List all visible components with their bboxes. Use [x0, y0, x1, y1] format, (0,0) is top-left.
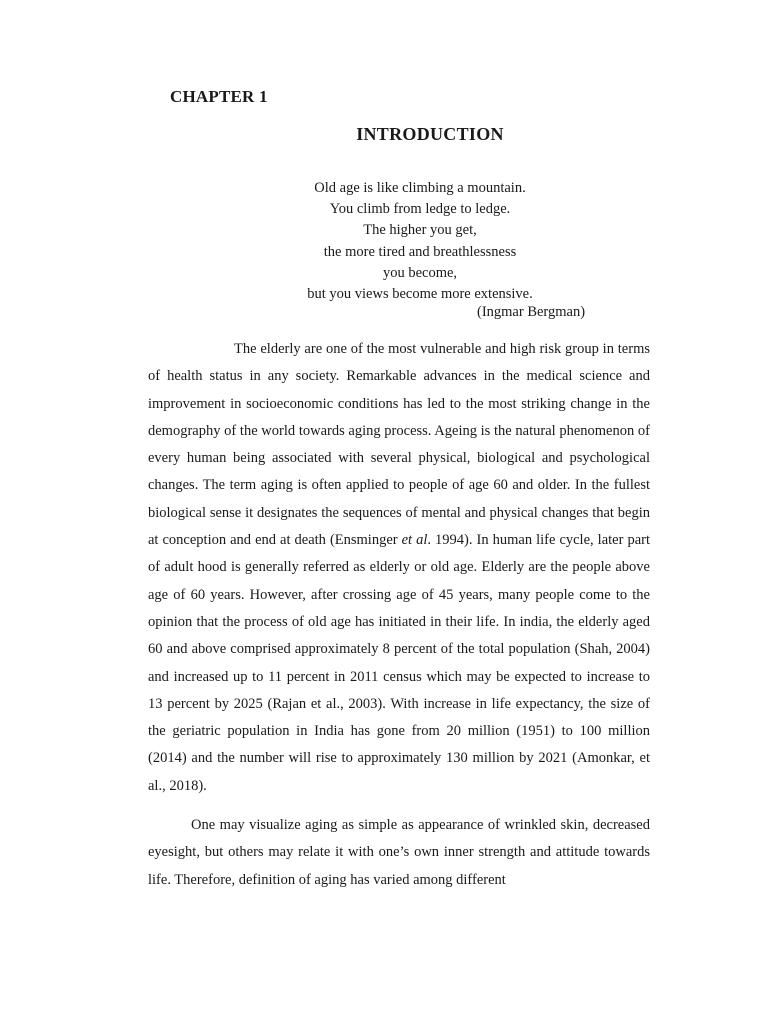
paragraph-1-text-a: The elderly are one of the most vulnerable and high risk group in terms of health status in any society. Remarkable advances in the medical science and improvement in socioeconomic conditions has led to the most striking change in the demography of the world towards aging process. Ageing is the natural phenomenon of every human being associated with several physical, biological and psychological changes. The term aging is often applied to people of age 60 and older. In the fullest biological sense it designates the sequences of mental and physical changes that begin at conception and end at death (Ensminger — [148, 341, 650, 549]
epigraph-line: the more tired and breathlessness — [323, 243, 517, 260]
paragraph-1-text-b: . 1994). In human life cycle, later part of adult hood is generally referred as elderly or old age. Elderly are the people above age of 60 years. However, after crossing age of 45 years, many people come to the opinion that the process of old age has initiated in their life. In india, the elderly aged 60 and above comprised approximately 8 percent of the total population (Shah, 2004) and increased up to 11 percent in 2011 census which may be expected to increase to 13 percent by 2025 (Rajan et al., 2003). With increase in life expectancy, the size of the geriatric population in India has gone from 20 million (1951) to 100 million (2014) and the number will rise to approximately 130 million by 2021 (Amonkar, et al., 2018). — [148, 532, 650, 794]
paragraph-2: One may visualize aging as simple as appearance of wrinkled skin, decreased eyesight, but others may relate it with one’s own inner strength and attitude towards life. Therefore, definition of aging has varied among different — [148, 817, 650, 888]
epigraph-line: but you views become more extensive. — [307, 286, 533, 303]
chapter-title: INTRODUCTION — [356, 124, 504, 144]
epigraph-attribution: (Ingmar Bergman) — [477, 304, 586, 320]
epigraph-line: The higher you get, — [363, 222, 477, 239]
epigraph-line: you become, — [382, 264, 458, 281]
chapter-label: CHAPTER 1 — [170, 87, 268, 106]
epigraph — [270, 178, 570, 305]
paragraph-1 — [148, 336, 650, 800]
epigraph-line: You climb from ledge to ledge. — [329, 201, 511, 218]
body-text — [148, 336, 650, 894]
epigraph-line: Old age is like climbing a mountain. — [314, 180, 526, 196]
paragraph-1-italic: et al — [401, 532, 428, 549]
